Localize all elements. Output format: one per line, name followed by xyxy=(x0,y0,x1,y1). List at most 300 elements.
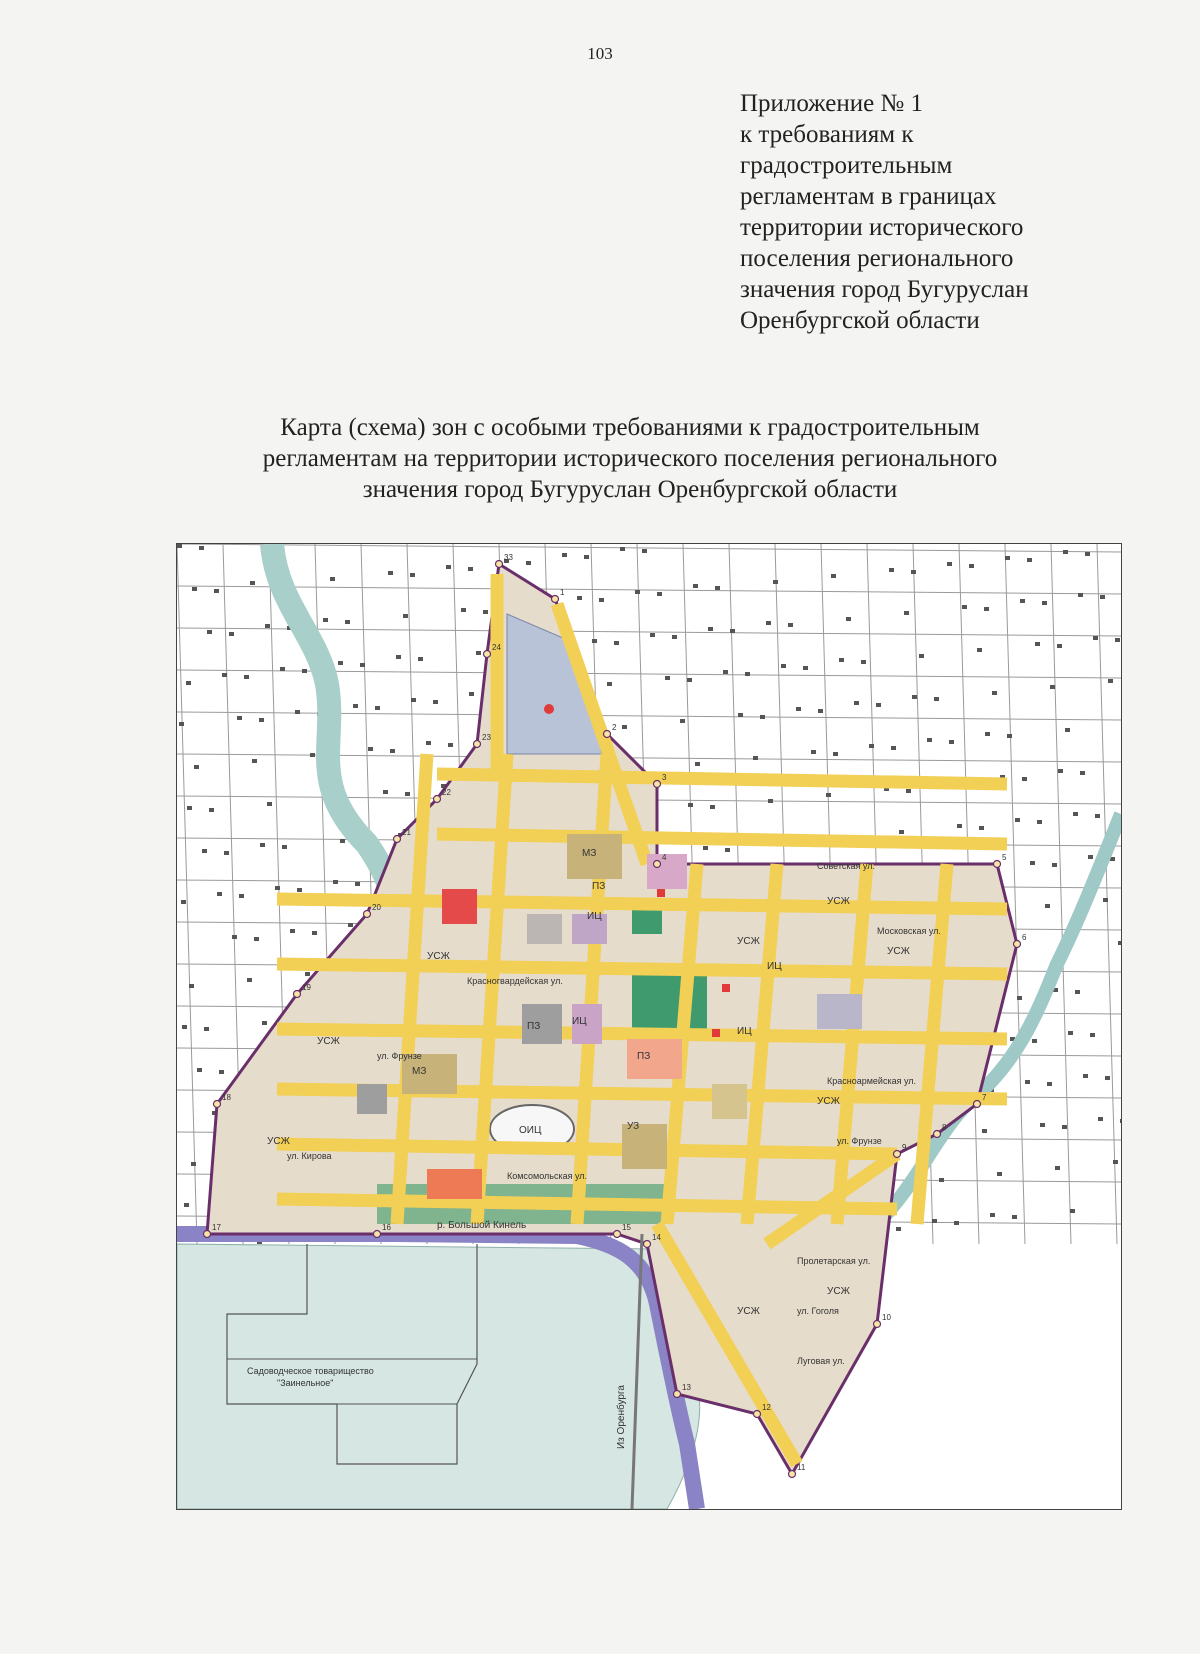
building xyxy=(1012,1215,1017,1219)
street-label: Московская ул. xyxy=(877,926,941,936)
boundary-point xyxy=(654,861,661,868)
building xyxy=(1103,898,1108,902)
boundary-point xyxy=(434,796,441,803)
city-street-line xyxy=(177,544,197,1244)
building xyxy=(1052,863,1057,867)
boundary-point xyxy=(394,836,401,843)
building xyxy=(526,561,531,565)
building xyxy=(715,586,720,590)
building xyxy=(803,666,808,670)
building xyxy=(396,655,401,659)
zone-label: УСЖ xyxy=(267,1136,290,1147)
building xyxy=(607,682,612,686)
appendix-caption xyxy=(740,88,1140,336)
boundary-point-label: 18 xyxy=(222,1093,231,1102)
building xyxy=(710,805,715,809)
boundary-point xyxy=(374,1231,381,1238)
boundary-point-label: 33 xyxy=(504,553,513,562)
building xyxy=(635,590,640,594)
building xyxy=(1098,1117,1103,1121)
zone-label: УЗ xyxy=(627,1121,640,1132)
building xyxy=(768,799,773,803)
zone-label: УСЖ xyxy=(317,1036,340,1047)
building xyxy=(592,639,597,643)
boundary-point-label: 15 xyxy=(622,1223,631,1232)
boundary-point xyxy=(644,1241,651,1248)
appendix-line: Приложение № 1 xyxy=(740,90,924,117)
boundary-point xyxy=(364,911,371,918)
city-street-line xyxy=(177,544,1121,552)
building xyxy=(204,1027,209,1031)
building xyxy=(189,984,194,988)
zone-label: ПЗ xyxy=(637,1051,651,1062)
building xyxy=(665,676,670,680)
building xyxy=(1070,1209,1075,1213)
building xyxy=(990,1213,995,1217)
building xyxy=(861,660,866,664)
building xyxy=(247,978,252,982)
boundary-point-label: 4 xyxy=(662,853,667,862)
building xyxy=(599,598,604,602)
building xyxy=(1113,1160,1118,1164)
boundary-point xyxy=(604,731,611,738)
building xyxy=(1047,1082,1052,1086)
zone-label: УСЖ xyxy=(827,1286,850,1297)
river-label: р. Большой Кинель xyxy=(437,1220,527,1231)
zone-label: МЗ xyxy=(412,1066,427,1077)
garden-label: "Заинельное" xyxy=(277,1378,334,1388)
boundary-point xyxy=(484,651,491,658)
building xyxy=(1020,599,1025,603)
building xyxy=(237,716,242,720)
boundary-point-label: 12 xyxy=(762,1403,771,1412)
street-label: Красноармейская ул. xyxy=(827,1076,917,1086)
zone-label: УСЖ xyxy=(737,1306,760,1317)
appendix-line: градостроительным xyxy=(740,152,953,179)
building xyxy=(1078,593,1083,597)
street-label: Пролетарская ул. xyxy=(797,1256,871,1266)
boundary-point-label: 2 xyxy=(612,723,617,732)
building xyxy=(1035,642,1040,646)
building xyxy=(353,704,358,708)
building xyxy=(312,931,317,935)
building xyxy=(338,661,343,665)
boundary-point xyxy=(552,596,559,603)
building xyxy=(446,565,451,569)
building xyxy=(1085,552,1090,556)
building xyxy=(265,624,270,628)
building xyxy=(199,546,204,550)
zoning-map[interactable] xyxy=(176,543,1122,1510)
building xyxy=(433,700,438,704)
zone-label: МЗ xyxy=(582,848,597,859)
building xyxy=(687,678,692,682)
building xyxy=(695,762,700,766)
boundary-point xyxy=(1014,941,1021,948)
appendix-line: к требованиям к xyxy=(740,121,914,148)
building xyxy=(906,789,911,793)
building xyxy=(461,608,466,612)
building xyxy=(217,892,222,896)
boundary-point-label: 13 xyxy=(682,1383,691,1392)
building xyxy=(254,937,259,941)
boundary-point xyxy=(496,561,503,568)
zone-label: ИЦ xyxy=(587,911,602,922)
building xyxy=(642,549,647,553)
building xyxy=(703,846,708,850)
building xyxy=(846,617,851,621)
boundary-point xyxy=(474,741,481,748)
zone-label: ИЦ xyxy=(572,1016,587,1027)
building xyxy=(889,568,894,572)
boundary-point xyxy=(214,1101,221,1108)
building xyxy=(932,1219,937,1223)
building xyxy=(693,584,698,588)
building xyxy=(388,571,393,575)
building xyxy=(949,740,954,744)
appendix-line: Оренбургской области xyxy=(740,307,980,334)
building xyxy=(982,1129,987,1133)
boundary-point xyxy=(974,1101,981,1108)
building xyxy=(1032,1039,1037,1043)
building xyxy=(229,632,234,636)
appendix-line: территории исторического xyxy=(740,214,1024,241)
building xyxy=(738,713,743,717)
building xyxy=(333,880,338,884)
building xyxy=(584,555,589,559)
building xyxy=(1007,734,1012,738)
boundary-point-label: 24 xyxy=(492,643,501,652)
building xyxy=(290,929,295,933)
building xyxy=(390,749,395,753)
zone-label: ИЦ xyxy=(767,961,782,972)
boundary-point-label: 7 xyxy=(982,1093,987,1102)
building xyxy=(1100,595,1105,599)
boundary-point xyxy=(294,991,301,998)
building xyxy=(1063,550,1068,554)
boundary-point-label: 21 xyxy=(402,828,411,837)
building xyxy=(954,1221,959,1225)
boundary-point-label: 5 xyxy=(1002,853,1007,862)
building xyxy=(680,719,685,723)
building xyxy=(1088,855,1093,859)
building xyxy=(197,1068,202,1072)
building xyxy=(831,574,836,578)
building xyxy=(650,633,655,637)
building xyxy=(1062,1125,1067,1129)
building xyxy=(911,570,916,574)
building xyxy=(1037,820,1042,824)
building xyxy=(1073,812,1078,816)
building xyxy=(962,605,967,609)
building xyxy=(1080,771,1085,775)
building xyxy=(947,562,952,566)
building xyxy=(730,629,735,633)
building xyxy=(184,1203,189,1207)
building xyxy=(403,614,408,618)
building xyxy=(957,824,962,828)
building xyxy=(476,651,481,655)
zone-label: ПЗ xyxy=(592,881,606,892)
building xyxy=(468,567,473,571)
zone-label: ОИЦ xyxy=(519,1125,542,1136)
building xyxy=(781,664,786,668)
building xyxy=(260,843,265,847)
building xyxy=(725,848,730,852)
boundary-point-label: 8 xyxy=(942,1123,947,1132)
building xyxy=(723,670,728,674)
building xyxy=(275,886,280,890)
building xyxy=(323,618,328,622)
boundary-point xyxy=(789,1471,796,1478)
building xyxy=(826,793,831,797)
building xyxy=(985,732,990,736)
building xyxy=(179,722,184,726)
boundary-point-label: 9 xyxy=(902,1143,907,1152)
building xyxy=(1120,1119,1121,1123)
street-label: ул. Фрунзе xyxy=(377,1051,422,1061)
boundary-point-label: 19 xyxy=(302,983,311,992)
building xyxy=(753,756,758,760)
building xyxy=(788,623,793,627)
building xyxy=(1118,941,1121,945)
building xyxy=(562,553,567,557)
boundary-point-label: 14 xyxy=(652,1233,661,1242)
building xyxy=(934,697,939,701)
building xyxy=(896,1227,901,1231)
building xyxy=(1065,728,1070,732)
boundary-point-label: 10 xyxy=(882,1313,891,1322)
building xyxy=(209,808,214,812)
building xyxy=(295,710,300,714)
building xyxy=(688,803,693,807)
street-label: ул. Фрунзе xyxy=(837,1136,882,1146)
boundary-point xyxy=(934,1131,941,1138)
title-line: значения город Бугуруслан Оренбургской области xyxy=(362,476,898,503)
street-label: Красногвардейская ул. xyxy=(467,976,563,986)
boundary-point xyxy=(614,1231,621,1238)
street-label: ул. Кирова xyxy=(287,1151,332,1161)
building xyxy=(1058,769,1063,773)
building xyxy=(222,673,227,677)
building xyxy=(796,707,801,711)
building xyxy=(282,845,287,849)
street-label: ул. Гоголя xyxy=(797,1306,839,1316)
building xyxy=(355,882,360,886)
building xyxy=(418,657,423,661)
building xyxy=(1057,644,1062,648)
building xyxy=(876,703,881,707)
building xyxy=(577,596,582,600)
boundary-point xyxy=(874,1321,881,1328)
building xyxy=(302,669,307,673)
zone-label: ПЗ xyxy=(527,1021,541,1032)
boundary-point-label: 3 xyxy=(662,773,667,782)
building xyxy=(280,667,285,671)
building xyxy=(360,663,365,667)
building xyxy=(969,564,974,568)
building xyxy=(1042,601,1047,605)
building xyxy=(672,635,677,639)
building xyxy=(191,1162,196,1166)
building xyxy=(620,547,625,551)
building xyxy=(192,587,197,591)
building xyxy=(1055,1166,1060,1170)
building xyxy=(426,741,431,745)
building xyxy=(177,544,182,548)
building xyxy=(340,839,345,843)
appendix-line: регламентам в границах xyxy=(740,183,997,210)
boundary-point xyxy=(204,1231,211,1238)
building xyxy=(297,888,302,892)
building xyxy=(1050,685,1055,689)
appendix-line: поселения регионального xyxy=(740,245,1014,272)
building xyxy=(259,718,264,722)
building xyxy=(1040,1123,1045,1127)
building xyxy=(345,620,350,624)
boundary-point-label: 17 xyxy=(212,1223,221,1232)
street-label: Комсомольская ул. xyxy=(507,1171,588,1181)
boundary-point-label: 11 xyxy=(797,1463,806,1472)
building xyxy=(187,806,192,810)
building xyxy=(997,1172,1002,1176)
building xyxy=(348,923,353,927)
building xyxy=(405,792,410,796)
building xyxy=(1022,777,1027,781)
building xyxy=(977,648,982,652)
zone-label: УСЖ xyxy=(887,946,910,957)
boundary-point-label: 20 xyxy=(372,903,381,912)
zone-label: ИЦ xyxy=(737,1026,752,1037)
building xyxy=(181,900,186,904)
building xyxy=(760,715,765,719)
document-title xyxy=(150,412,1110,505)
building xyxy=(1093,636,1098,640)
boundary-point xyxy=(654,781,661,788)
building xyxy=(383,790,388,794)
building xyxy=(411,698,416,702)
building xyxy=(869,744,874,748)
boundary-point-label: 22 xyxy=(442,788,451,797)
building xyxy=(250,581,255,585)
city-street-line xyxy=(1097,544,1117,1244)
building xyxy=(224,851,229,855)
title-line: регламентам на территории исторического поселения регионального xyxy=(262,445,998,472)
building xyxy=(919,654,924,658)
building xyxy=(267,802,272,806)
building xyxy=(194,765,199,769)
building xyxy=(1030,861,1035,865)
building xyxy=(1090,1033,1095,1037)
street-label: Советская ул. xyxy=(817,861,875,871)
city-street-line xyxy=(177,586,1121,594)
appendix-line: значения город Бугуруслан xyxy=(740,276,1029,303)
boundary-point-label: 1 xyxy=(560,588,565,597)
building xyxy=(483,610,488,614)
building xyxy=(244,675,249,679)
building xyxy=(839,658,844,662)
building xyxy=(622,725,627,729)
river-floodplain xyxy=(177,1244,700,1509)
building xyxy=(219,1070,224,1074)
building xyxy=(904,611,909,615)
building xyxy=(818,709,823,713)
building xyxy=(912,695,917,699)
building xyxy=(214,589,219,593)
building xyxy=(899,830,904,834)
garden-label: Садоводческое товарищество xyxy=(247,1366,374,1376)
building xyxy=(939,1178,944,1182)
building xyxy=(891,746,896,750)
building xyxy=(330,577,335,581)
building xyxy=(202,849,207,853)
building xyxy=(1045,904,1050,908)
building xyxy=(992,691,997,695)
building xyxy=(410,573,415,577)
building xyxy=(1075,990,1080,994)
boundary-point-label: 23 xyxy=(482,733,491,742)
building xyxy=(773,580,778,584)
building xyxy=(469,692,474,696)
building xyxy=(232,935,237,939)
building xyxy=(766,621,771,625)
building xyxy=(811,750,816,754)
building xyxy=(979,826,984,830)
building xyxy=(657,592,662,596)
building xyxy=(262,1021,267,1025)
building xyxy=(1015,818,1020,822)
zone-label: УСЖ xyxy=(827,896,850,907)
building xyxy=(1068,1031,1073,1035)
boundary-point-label: 6 xyxy=(1022,933,1027,942)
building xyxy=(186,681,191,685)
building xyxy=(1105,1076,1110,1080)
building xyxy=(1095,814,1100,818)
building xyxy=(305,972,310,976)
building xyxy=(1083,1074,1088,1078)
building xyxy=(1027,558,1032,562)
zone-label: УСЖ xyxy=(817,1096,840,1107)
building xyxy=(708,627,713,631)
boundary-point-label: 16 xyxy=(382,1223,391,1232)
building xyxy=(239,894,244,898)
boundary-point xyxy=(894,1151,901,1158)
building xyxy=(854,701,859,705)
building xyxy=(1115,638,1120,642)
page-number: 103 xyxy=(587,44,613,63)
building xyxy=(368,747,373,751)
building xyxy=(1005,556,1010,560)
title-line: Карта (схема) зон с особыми требованиями к градостроительным xyxy=(280,414,980,441)
zone-label: УСЖ xyxy=(737,936,760,947)
building xyxy=(448,743,453,747)
building xyxy=(614,641,619,645)
boundary-point xyxy=(994,861,1001,868)
building xyxy=(745,672,750,676)
building xyxy=(207,630,212,634)
river-upper xyxy=(272,544,391,924)
boundary-point xyxy=(754,1411,761,1418)
street-label: Луговая ул. xyxy=(797,1356,845,1366)
road-label: Из Оренбурга xyxy=(616,1385,627,1449)
boundary-point xyxy=(674,1391,681,1398)
building xyxy=(252,759,257,763)
map-canvas xyxy=(177,544,1121,1509)
zone-label: УСЖ xyxy=(427,951,450,962)
building xyxy=(984,607,989,611)
building xyxy=(927,738,932,742)
building xyxy=(1017,996,1022,1000)
